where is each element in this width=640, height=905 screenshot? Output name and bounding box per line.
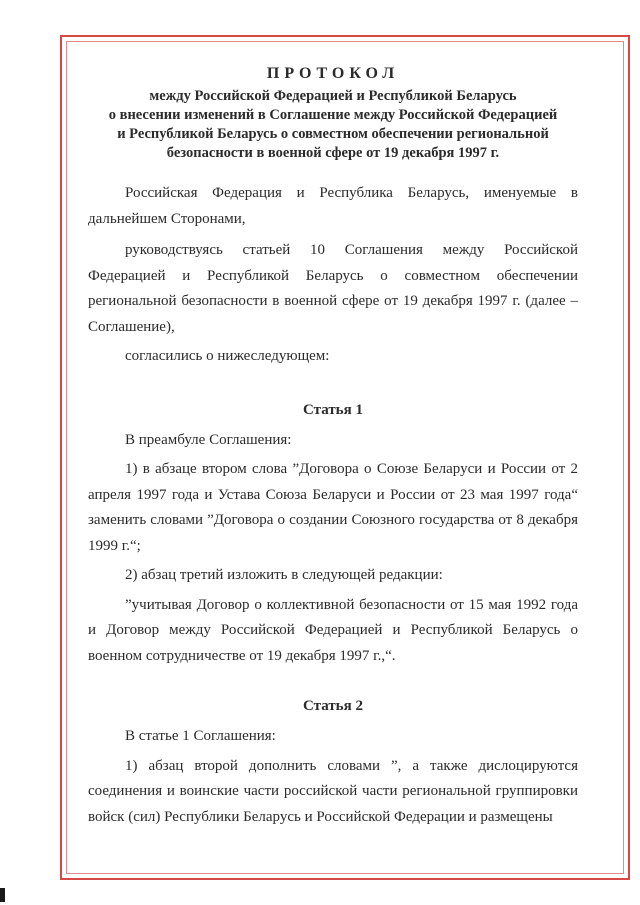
- subtitle-line: между Российской Федерацией и Республикой Беларусь: [149, 88, 517, 104]
- subtitle-line: и Республикой Беларусь о совместном обеспечении региональной: [117, 126, 549, 142]
- preamble-agreed: согласились о нижеследующем:: [125, 348, 330, 364]
- document-body: [88, 64, 578, 830]
- article-2-intro: В статье 1 Соглашения:: [125, 728, 276, 744]
- preamble-parties: Российская Федерация и Республика Беларусь, именуемые в дальнейшем Сторонами,: [88, 185, 578, 227]
- subtitle-line: безопасности в военной сфере от 19 декабря 1997 г.: [166, 145, 500, 161]
- document-subtitle: [88, 87, 578, 163]
- article-2-heading: Статья 2: [303, 698, 363, 714]
- article-1-item-1: 1) в абзаце втором слова ”Договора о Союзе Беларуси и России от 2 апреля 1997 года и Устава Союза Беларуси и России от 23 мая 1997 года“ заменить словами ”Договора о создании Союзного государства от 8 декабря 1999 г.“;: [88, 461, 578, 554]
- article-1-item-2: 2) абзац третий изложить в следующей редакции:: [125, 567, 443, 583]
- scan-edge-mark: [0, 888, 5, 902]
- article-1-quote: ”учитывая Договор о коллективной безопасности от 15 мая 1992 года и Договор между Российской Федерацией и Республикой Беларусь о военном сотрудничестве от 19 декабря 1997 г.,“.: [88, 596, 578, 664]
- article-1-heading: Статья 1: [303, 401, 363, 418]
- article-1-intro: В преамбуле Соглашения:: [125, 431, 292, 448]
- article-2-item-1: 1) абзац второй дополнить словами ”, а также дислоцируются соединения и воинские части российской части региональной группировки войск (сил) Республики Беларусь и Российской Федерации и размещены: [88, 757, 578, 825]
- subtitle-line: о внесении изменений в Соглашение между Российской Федерацией: [108, 107, 558, 123]
- preamble-guided: руководствуясь статьей 10 Соглашения между Российской Федерацией и Республикой Беларусь о совместном обеспечении региональной безопасности в военной сфере от 19 декабря 1997 г. (далее – Соглашение),: [88, 242, 578, 335]
- document-title: ПРОТОКОЛ: [266, 65, 400, 82]
